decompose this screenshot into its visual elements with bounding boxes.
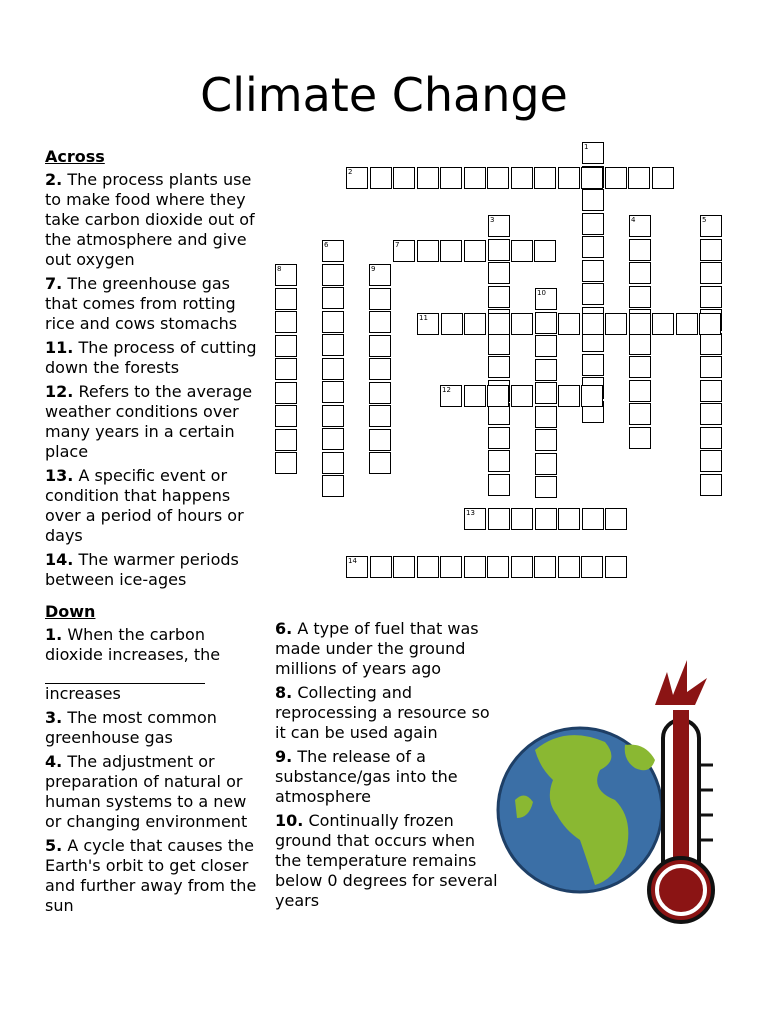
grid-cell[interactable] [535,508,557,530]
grid-cell[interactable] [652,313,674,335]
grid-cell[interactable] [700,333,722,355]
grid-cell[interactable] [322,264,344,286]
grid-cell[interactable] [275,405,297,427]
grid-cell[interactable] [582,508,604,530]
grid-cell[interactable] [558,385,580,407]
grid-cell[interactable] [369,288,391,310]
grid-cell[interactable] [534,240,556,262]
grid-number: 14 [348,557,357,565]
grid-cell[interactable] [417,556,439,578]
grid-cell[interactable] [582,260,604,282]
grid-cell[interactable] [629,356,651,378]
grid-cell[interactable] [487,556,509,578]
grid-cell[interactable] [393,240,415,262]
grid-number: 8 [277,265,282,273]
grid-cell[interactable] [440,556,462,578]
grid-cell[interactable] [417,167,439,189]
grid-cell[interactable] [393,556,415,578]
grid-cell[interactable] [322,452,344,474]
grid-cell[interactable] [605,167,627,189]
grid-cell[interactable] [535,453,557,475]
grid-cell[interactable] [322,240,344,262]
grid-cell[interactable] [605,313,627,335]
page-title: Climate Change [200,68,568,122]
grid-cell[interactable] [464,167,486,189]
grid-cell[interactable] [369,452,391,474]
grid-cell[interactable] [581,385,603,407]
down-clue-3: 3. The most common greenhouse gas [45,708,217,747]
grid-cell[interactable] [488,450,510,472]
down-clue-10: 10. Continually frozen ground that occurs when the temperature remains below 0 degrees for several years [275,811,498,910]
grid-number: 2 [348,168,353,176]
grid-cell[interactable] [700,215,722,237]
down-clue-4: 4. The adjustment or preparation of natural or human systems to a new or changing environment [45,752,248,831]
grid-cell[interactable] [535,429,557,451]
grid-cell[interactable] [488,286,510,308]
grid-cell[interactable] [440,240,462,262]
down-clue-1: 1. When the carbon dioxide increases, the increases [45,625,221,703]
grid-cell[interactable] [700,239,722,261]
grid-cell[interactable] [464,508,486,530]
grid-number: 4 [631,216,636,224]
grid-cell[interactable] [417,313,439,335]
down-heading: Down [45,602,96,621]
grid-cell[interactable] [535,406,557,428]
grid-cell[interactable] [628,167,650,189]
grid-number: 1 [584,143,589,151]
grid-cell[interactable] [535,312,557,334]
grid-cell[interactable] [322,334,344,356]
grid-cell[interactable] [417,240,439,262]
grid-cell[interactable] [275,264,297,286]
grid-cell[interactable] [629,262,651,284]
grid-cell[interactable] [700,356,722,378]
grid-cell[interactable] [699,313,721,335]
down-clue-6: 6. A type of fuel that was made under the ground millions of years ago [275,619,479,678]
grid-cell[interactable] [487,167,509,189]
grid-cell[interactable] [322,428,344,450]
grid-cell[interactable] [275,288,297,310]
grid-cell[interactable] [440,385,462,407]
grid-cell[interactable] [275,311,297,333]
grid-cell[interactable] [369,311,391,333]
grid-cell[interactable] [558,167,580,189]
grid-cell[interactable] [370,556,392,578]
across-clue-13: 13. A specific event or condition that happens over a period of hours or days [45,466,244,545]
grid-cell[interactable] [582,142,604,164]
earth-icon [498,728,662,892]
grid-cell[interactable] [346,167,368,189]
grid-cell[interactable] [558,556,580,578]
grid-cell[interactable] [581,556,603,578]
grid-cell[interactable] [322,405,344,427]
grid-cell[interactable] [629,313,651,335]
grid-cell[interactable] [511,167,533,189]
grid-cell[interactable] [629,286,651,308]
grid-cell[interactable] [535,359,557,381]
grid-cell[interactable] [488,313,510,335]
grid-cell[interactable] [275,429,297,451]
grid-cell[interactable] [700,380,722,402]
grid-cell[interactable] [322,381,344,403]
grid-cell[interactable] [700,403,722,425]
across-clue-7: 7. The greenhouse gas that comes from rotting rice and cows stomachs [45,274,238,333]
grid-cell[interactable] [322,475,344,497]
grid-cell[interactable] [488,239,510,261]
grid-number: 12 [442,386,451,394]
grid-cell[interactable] [369,335,391,357]
grid-cell[interactable] [629,403,651,425]
grid-cell[interactable] [488,427,510,449]
grid-number: 10 [537,289,546,297]
grid-cell[interactable] [535,476,557,498]
grid-cell[interactable] [629,380,651,402]
grid-cell[interactable] [582,313,604,335]
grid-cell[interactable] [511,385,533,407]
grid-cell[interactable] [488,333,510,355]
grid-cell[interactable] [488,215,510,237]
grid-cell[interactable] [605,556,627,578]
grid-cell[interactable] [440,167,462,189]
earth-thermometer-illustration [495,650,735,930]
grid-cell[interactable] [582,283,604,305]
grid-cell[interactable] [700,450,722,472]
grid-cell[interactable] [275,335,297,357]
grid-cell[interactable] [629,215,651,237]
grid-cell[interactable] [535,382,557,404]
down-clue-9: 9. The release of a substance/gas into the atmosphere [275,747,458,806]
grid-cell[interactable] [488,474,510,496]
grid-cell[interactable] [322,311,344,333]
across-clue-14: 14. The warmer periods between ice-ages [45,550,239,589]
grid-cell[interactable] [700,427,722,449]
grid-cell[interactable] [535,288,557,310]
grid-cell[interactable] [558,508,580,530]
grid-cell[interactable] [700,286,722,308]
grid-cell[interactable] [322,287,344,309]
grid-cell[interactable] [511,556,533,578]
down-clue-8: 8. Collecting and reprocessing a resource so it can be used again [275,683,490,742]
across-clue-2: 2. The process plants use to make food where they take carbon dioxide out of the atmosphere and give out oxygen [45,170,255,269]
grid-cell[interactable] [393,167,415,189]
grid-cell[interactable] [488,262,510,284]
grid-number: 5 [702,216,707,224]
grid-cell[interactable] [652,167,674,189]
grid-number: 13 [466,509,475,517]
grid-cell[interactable] [275,358,297,380]
grid-cell[interactable] [534,167,556,189]
grid-cell[interactable] [464,385,486,407]
grid-cell[interactable] [535,335,557,357]
grid-cell[interactable] [488,508,510,530]
grid-number: 6 [324,241,329,249]
grid-cell[interactable] [582,189,604,211]
grid-cell[interactable] [629,239,651,261]
across-heading: Across [45,147,105,166]
grid-cell[interactable] [369,358,391,380]
grid-cell[interactable] [464,556,486,578]
across-clue-12: 12. Refers to the average weather conditions over many years in a certain place [45,382,253,461]
grid-cell[interactable] [275,452,297,474]
grid-cell[interactable] [370,167,392,189]
grid-cell[interactable] [369,264,391,286]
grid-cell[interactable] [534,556,556,578]
grid-cell[interactable] [488,356,510,378]
grid-cell[interactable] [346,556,368,578]
grid-cell[interactable] [487,385,509,407]
grid-number: 3 [490,216,495,224]
grid-cell[interactable] [605,508,627,530]
grid-cell[interactable] [464,240,486,262]
grid-cell[interactable] [464,313,486,335]
grid-number: 11 [419,314,428,322]
grid-cell[interactable] [275,382,297,404]
grid-cell[interactable] [511,313,533,335]
grid-cell[interactable] [700,262,722,284]
grid-number: 7 [395,241,400,249]
grid-number: 9 [371,265,376,273]
grid-cell[interactable] [700,474,722,496]
grid-cell[interactable] [629,427,651,449]
grid-cell[interactable] [582,213,604,235]
down-clue-5: 5. A cycle that causes the Earth's orbit to get closer and further away from the sun [45,836,257,915]
grid-cell[interactable] [676,313,698,335]
grid-cell[interactable] [558,313,580,335]
grid-cell[interactable] [629,333,651,355]
grid-cell[interactable] [369,429,391,451]
grid-cell[interactable] [582,354,604,376]
across-clue-11: 11. The process of cutting down the forests [45,338,257,377]
grid-cell[interactable] [369,382,391,404]
grid-cell[interactable] [369,405,391,427]
grid-cell[interactable] [322,358,344,380]
grid-cell[interactable] [582,236,604,258]
grid-cell[interactable] [511,508,533,530]
grid-cell[interactable] [441,313,463,335]
grid-cell[interactable] [511,240,533,262]
grid-cell[interactable] [581,167,603,189]
